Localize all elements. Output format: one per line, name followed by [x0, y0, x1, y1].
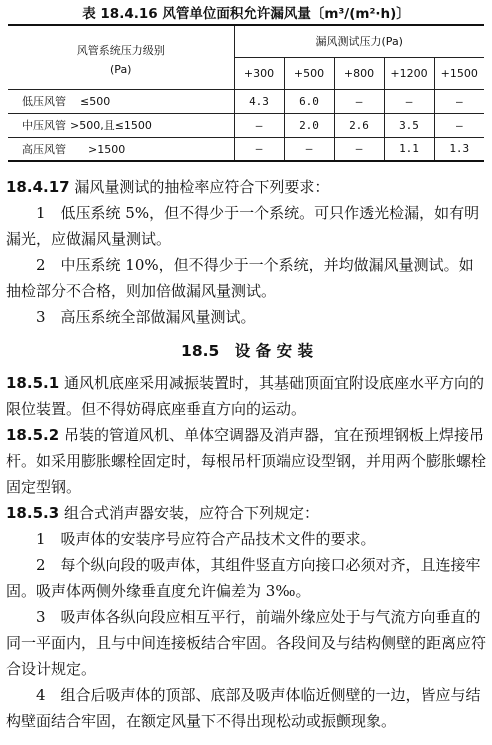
table-cell: —	[384, 89, 434, 113]
table-cell: 2.6	[334, 113, 384, 137]
clause-18-5-3	[6, 500, 488, 526]
table-row	[8, 137, 484, 161]
clause-18-4-17	[6, 174, 488, 200]
clause-text: 组合式消声器安装，应符合下列规定：	[63, 504, 319, 522]
pressure-header: +300	[234, 57, 284, 89]
clause-item: 1 吸声体的安装序号应符合产品技术文件的要求。	[36, 530, 376, 548]
pressure-header: +1200	[384, 57, 434, 89]
clause-number: 18.5.2	[6, 426, 60, 444]
clause-item: 2 中压系统 10%，但不得少于一个系统，并均做漏风量测试。如抽检部分不合格，则加倍做漏风量测试。	[6, 256, 474, 300]
table-cell: 3.5	[384, 113, 434, 137]
table-cell: —	[284, 137, 334, 161]
clause-number: 18.4.17	[6, 178, 70, 196]
row-header-cell	[8, 25, 234, 89]
pressure-header: +800	[334, 57, 384, 89]
row-condition: >500,且≤1500	[70, 119, 152, 132]
table-cell: —	[234, 137, 284, 161]
clause-18-5-1	[6, 370, 488, 422]
table-cell: —	[334, 137, 384, 161]
row-header-label: 风管系统压力级别	[76, 43, 165, 57]
clause-text: 通风机底座采用减振装置时，其基础顶面宜附设底座水平方向的限位装置。但不得妨碍底座垂直方向的运动。	[6, 374, 484, 418]
clause-item: 2 每个纵向段的吸声体，其组件竖直方向接口必须对齐，且连接牢固。吸声体两侧外缘垂直度允许偏差为 3‰。	[6, 556, 481, 600]
clause-number: 18.5.3	[6, 504, 60, 522]
row-condition: ≤500	[80, 95, 111, 108]
row-type: 高压风管	[22, 142, 66, 156]
pressure-header: +1500	[434, 57, 484, 89]
row-header-unit: (Pa)	[110, 62, 132, 76]
row-type: 中压风管	[22, 119, 66, 132]
clause-item: 4 组合后吸声体的顶部、底部及吸声体临近侧壁的一边，皆应与结构壁面结合牢固，在额定风量下不得出现松动或振颤现象。	[6, 686, 481, 730]
row-type: 低压风管	[22, 95, 66, 108]
table-cell: 6.0	[284, 89, 334, 113]
table-cell: —	[434, 89, 484, 113]
table-cell: 2.0	[284, 113, 334, 137]
clause-text: 吊装的管道风机、单体空调器及消声器，宜在预埋钢板上焊接吊杆。如采用膨胀螺栓固定时，每根吊杆顶端应设型钢，并用两个膨胀螺栓固定型钢。	[6, 426, 487, 496]
clause-number: 18.5.1	[6, 374, 60, 392]
clause-18-5-2	[6, 422, 488, 500]
row-label	[8, 89, 234, 113]
table-caption: 表 18.4.16 风管单位面积允许漏风量〔m³/(m²·h)〕	[82, 6, 410, 22]
section-heading: 18.5 设 备 安 装	[181, 342, 313, 360]
clause-item: 1 低压系统 5%，但不得少于一个系统。可只作透光检漏，如有明漏光，应做漏风量测试。	[6, 204, 480, 248]
table-cell: 1.1	[384, 137, 434, 161]
table-cell: —	[334, 89, 384, 113]
clause-item: 3 高压系统全部做漏风量测试。	[36, 308, 256, 326]
leakage-table	[8, 24, 484, 162]
table-row	[8, 113, 484, 137]
table-cell: 4.3	[234, 89, 284, 113]
row-label	[8, 113, 234, 137]
table-row	[8, 89, 484, 113]
row-label	[8, 137, 234, 161]
table-cell: —	[234, 113, 284, 137]
pressure-header: +500	[284, 57, 334, 89]
table-cell: —	[434, 113, 484, 137]
body-text	[6, 174, 488, 734]
col-header: 漏风测试压力(Pa)	[234, 25, 484, 57]
row-condition: >1500	[88, 142, 126, 156]
clause-text: 漏风量测试的抽检率应符合下列要求：	[74, 178, 330, 196]
table-cell: 1.3	[434, 137, 484, 161]
clause-item: 3 吸声体各纵向段应相互平行，前端外缘应处于与气流方向垂直的同一平面内，且与中间连接板结合牢固。各段间及与结构侧壁的距离应符合设计规定。	[6, 608, 487, 678]
